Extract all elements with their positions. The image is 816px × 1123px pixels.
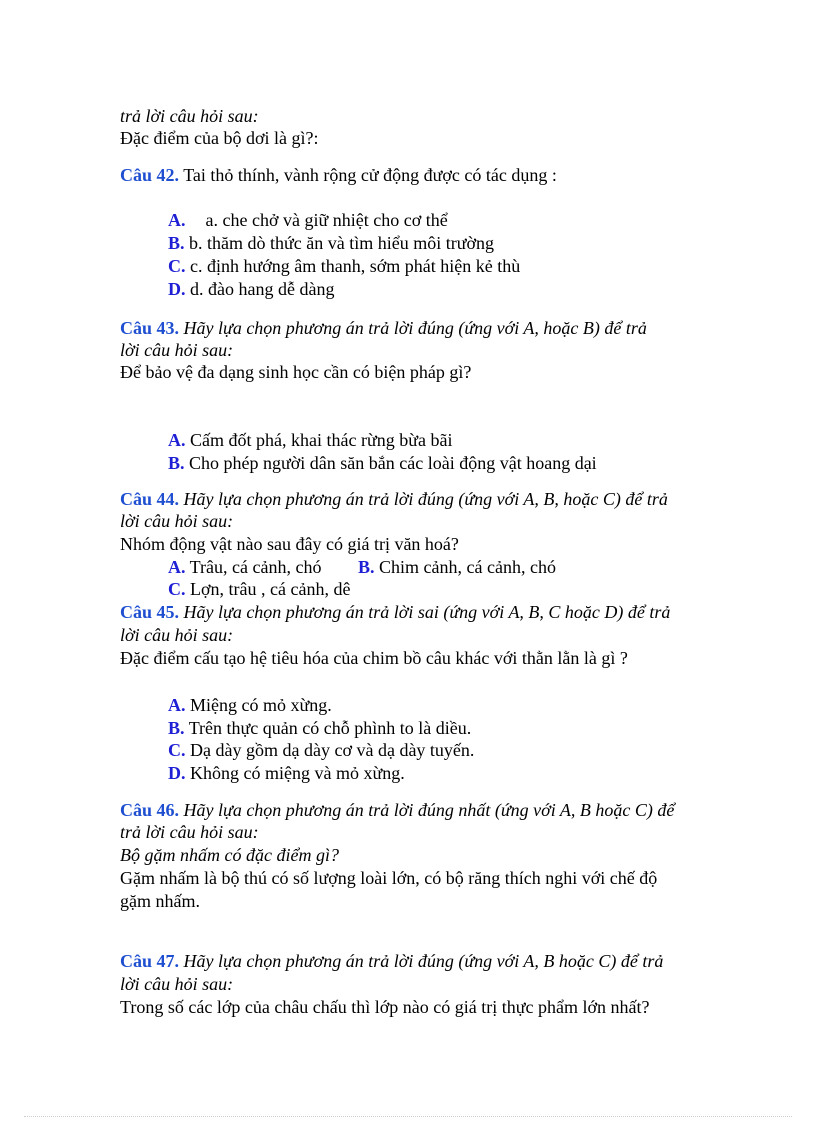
q42-option-d-key: D.: [168, 279, 186, 299]
q44-option-c-key: C.: [168, 579, 186, 599]
q45-option-b: [168, 717, 471, 739]
q42-option-b: [168, 232, 494, 254]
question-45: [120, 601, 670, 623]
q43-option-b-key: B.: [168, 453, 185, 473]
question-44-instruction-2: lời câu hỏi sau:: [120, 511, 234, 531]
page-bottom-divider: [24, 1116, 792, 1117]
q45-option-c-text: Dạ dày gồm dạ dày cơ và dạ dày tuyến.: [185, 740, 475, 760]
question-42-label: Câu 42.: [120, 165, 180, 185]
question-47-label: Câu 47.: [120, 951, 180, 971]
q43-option-b-text: Cho phép người dân săn bắn các loài động vật hoang dại: [184, 453, 597, 473]
q42-option-a-key: A.: [168, 210, 186, 230]
q45-option-a-text: Miệng có mỏ xừng.: [185, 695, 332, 715]
question-44-text: Nhóm động vật nào sau đây có giá trị văn hoá?: [120, 534, 459, 554]
question-44: [120, 488, 668, 510]
question-45-instruction-2: lời câu hỏi sau:: [120, 625, 234, 645]
question-47-instruction: Hãy lựa chọn phương án trả lời đúng (ứng với A, B hoặc C) để trả: [179, 951, 664, 971]
q45-option-b-text: Trên thực quản có chỗ phình to là diều.: [184, 718, 472, 738]
question-46-instruction: Hãy lựa chọn phương án trả lời đúng nhất (ứng với A, B hoặc C) để: [179, 800, 675, 820]
question-46-answer-line-2: gặm nhấm.: [120, 891, 200, 911]
question-46-label: Câu 46.: [120, 800, 180, 820]
q44-option-b-key: B.: [358, 557, 375, 577]
question-46-answer-line-1: Gặm nhấm là bộ thú có số lượng loài lớn, có bộ răng thích nghi với chế độ: [120, 868, 658, 888]
q45-option-b-key: B.: [168, 718, 185, 738]
q43-option-a-text: Cấm đốt phá, khai thác rừng bừa bãi: [185, 430, 453, 450]
q45-option-d: [168, 762, 405, 784]
q44-option-a-key: A.: [168, 557, 186, 577]
q42-option-d: [168, 278, 334, 300]
question-43-label: Câu 43.: [120, 318, 180, 338]
q42-option-a: [168, 209, 448, 231]
question-45-label: Câu 45.: [120, 602, 180, 622]
q45-option-c: [168, 739, 474, 761]
question-44-label: Câu 44.: [120, 489, 180, 509]
q42-option-c: [168, 255, 520, 277]
q45-option-c-key: C.: [168, 740, 186, 760]
question-43: [120, 317, 647, 339]
q43-option-a: [168, 429, 452, 451]
question-47: [120, 950, 663, 972]
intro-line-1: trả lời câu hỏi sau:: [120, 106, 259, 126]
q44-option-b-text: Chim cảnh, cá cảnh, chó: [374, 557, 556, 577]
question-46-instruction-2: trả lời câu hỏi sau:: [120, 822, 259, 842]
q45-option-a-key: A.: [168, 695, 186, 715]
q42-option-c-key: C.: [168, 256, 186, 276]
question-43-instruction: Hãy lựa chọn phương án trả lời đúng (ứng với A, hoặc B) để trả: [179, 318, 647, 338]
q45-option-a: [168, 694, 332, 716]
q42-option-b-text: b. thăm dò thức ăn và tìm hiểu môi trường: [184, 233, 494, 253]
question-47-text: Trong số các lớp của châu chấu thì lớp nào có giá trị thực phẩm lớn nhất?: [120, 997, 650, 1017]
question-45-text: Đặc điểm cấu tạo hệ tiêu hóa của chim bồ câu khác với thằn lằn là gì ?: [120, 648, 628, 668]
question-42: [120, 164, 557, 186]
q45-option-d-key: D.: [168, 763, 186, 783]
question-46-text: Bộ gặm nhấm có đặc điểm gì?: [120, 845, 339, 865]
q44-option-c: [168, 578, 350, 600]
q43-option-b: [168, 452, 597, 474]
question-47-instruction-2: lời câu hỏi sau:: [120, 974, 234, 994]
q42-option-d-text: d. đào hang dễ dàng: [185, 279, 335, 299]
q44-option-a-text: Trâu, cá cảnh, chó: [185, 557, 322, 577]
q44-option-b: [358, 556, 556, 578]
question-46: [120, 799, 674, 821]
question-45-instruction: Hãy lựa chọn phương án trả lời sai (ứng với A, B, C hoặc D) để trả: [179, 602, 671, 622]
q42-option-a-text: a. che chở và giữ nhiệt cho cơ thể: [205, 210, 448, 230]
q42-option-c-text: c. định hướng âm thanh, sớm phát hiện kẻ thù: [185, 256, 521, 276]
question-43-text: Để bảo vệ đa dạng sinh học cần có biện pháp gì?: [120, 362, 472, 382]
q44-option-c-text: Lợn, trâu , cá cảnh, dê: [185, 579, 351, 599]
question-42-text: Tai thỏ thính, vành rộng cử động được có tác dụng :: [179, 165, 557, 185]
question-43-instruction-2: lời câu hỏi sau:: [120, 340, 234, 360]
q44-option-a: [168, 556, 321, 578]
q45-option-d-text: Không có miệng và mỏ xừng.: [185, 763, 405, 783]
q43-option-a-key: A.: [168, 430, 186, 450]
intro-line-2: Đặc điểm của bộ dơi là gì?:: [120, 128, 319, 148]
question-44-instruction: Hãy lựa chọn phương án trả lời đúng (ứng với A, B, hoặc C) để trả: [179, 489, 668, 509]
q42-option-b-key: B.: [168, 233, 185, 253]
